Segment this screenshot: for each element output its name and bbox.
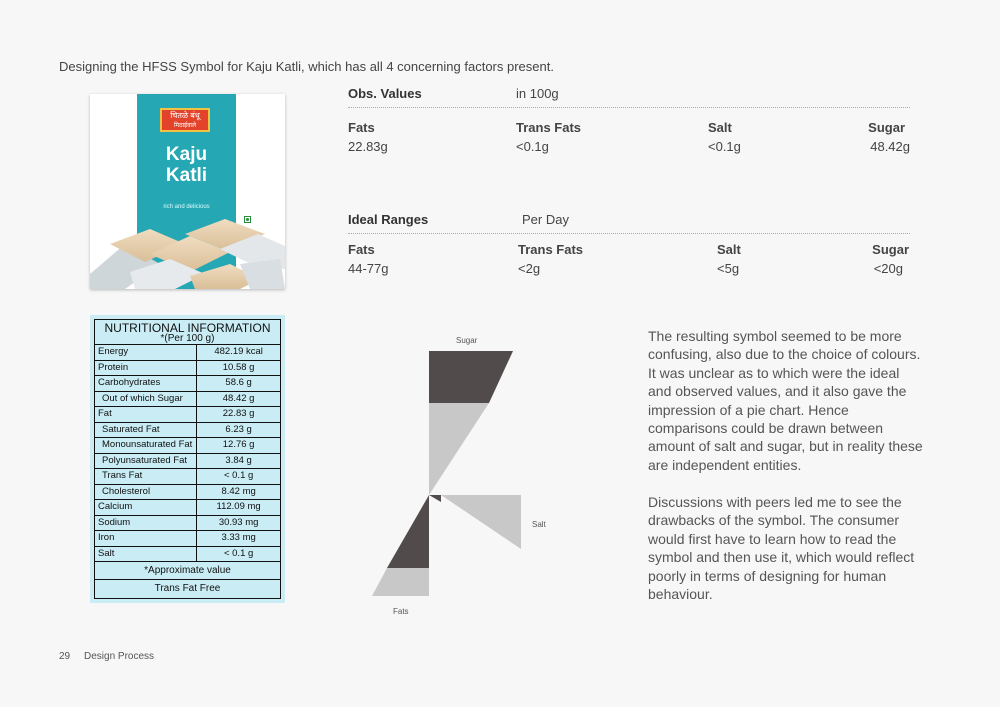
- nutrition-row: [95, 376, 280, 392]
- observed-label-fats: Fats: [348, 120, 375, 135]
- nutrition-row: [95, 515, 280, 531]
- nutrient-value: < 0.1 g: [197, 546, 280, 562]
- symbol-label-salt: Salt: [532, 520, 546, 529]
- product-name-line-2: Katli: [165, 165, 208, 186]
- nutrient-value: 482.19 kcal: [197, 345, 280, 360]
- nutrient-value: 48.42 g: [197, 391, 280, 407]
- hfss-symbol: [360, 330, 550, 625]
- observed-note: in 100g: [516, 86, 559, 101]
- salt-observed-segment: [441, 495, 521, 549]
- nutrition-row: [95, 469, 280, 485]
- nutrient-name: Polyunsaturated Fat: [95, 453, 197, 469]
- nutrient-value: 112.09 mg: [197, 500, 280, 516]
- nutrition-row: [95, 438, 280, 454]
- observed-value-sugar: 48.42g: [870, 139, 910, 154]
- nutrition-title: NUTRITIONAL INFORMATION: [104, 321, 271, 335]
- kaju-katli-pieces: [90, 94, 285, 289]
- brand-line-2: मिठाईवाले: [173, 123, 197, 129]
- section-name: Design Process: [84, 651, 155, 662]
- divider: [348, 233, 910, 234]
- paragraph-2: Discussions with peers led me to see the drawbacks of the symbol. The consumer would first have to learn how to read the symbol and then use it, which would reflect poorly in terms of designing for human behaviour.: [648, 494, 915, 603]
- symbol-label-fats: Fats: [393, 607, 409, 616]
- product-tagline: rich and delicious: [163, 204, 210, 210]
- ideal-value-trans-fats: <2g: [518, 261, 541, 276]
- nutrition-subtitle: *(Per 100 g): [95, 334, 280, 345]
- nutrient-name: Energy: [95, 345, 197, 360]
- ideal-note: Per Day: [522, 212, 569, 227]
- nutrient-value: 58.6 g: [197, 376, 280, 392]
- nutrient-value: 30.93 mg: [197, 515, 280, 531]
- ideal-value-salt: <5g: [717, 261, 740, 276]
- nutrient-value: < 0.1 g: [197, 469, 280, 485]
- sugar-observed-segment: [429, 351, 513, 403]
- divider: [348, 107, 910, 108]
- nutrient-name: Cholesterol: [95, 484, 197, 500]
- observed-value-trans-fats: <0.1g: [516, 139, 549, 154]
- nutrition-label: [90, 315, 285, 603]
- nutrition-row: [95, 484, 280, 500]
- nutrient-value: 3.84 g: [197, 453, 280, 469]
- observed-label-trans-fats: Trans Fats: [516, 120, 582, 135]
- nutrition-row: [95, 500, 280, 516]
- nutrient-name: Monounsaturated Fat: [95, 438, 197, 454]
- nutrient-name: Out of which Sugar: [95, 391, 197, 407]
- nutrition-footer: Trans Fat Free: [154, 583, 221, 594]
- nutrient-value: 12.76 g: [197, 438, 280, 454]
- sugar-ideal-segment: [429, 403, 489, 495]
- product-name-line-1: Kaju: [165, 144, 208, 165]
- ideal-label-salt: Salt: [717, 242, 741, 257]
- nutrient-name: Sodium: [95, 515, 197, 531]
- nutrient-name: Saturated Fat: [95, 422, 197, 438]
- nutrient-value: 6.23 g: [197, 422, 280, 438]
- ideal-value-fats: 44-77g: [348, 261, 389, 276]
- nutrient-value: 22.83 g: [197, 407, 280, 423]
- paragraph-1: The resulting symbol seemed to be more confusing, also due to the choice of colours. It was unclear as to which were the ideal and observed values, and it also gave the impression of a pie chart. Hence comparisons could be drawn between amount of salt and sugar, but in reality these are independent entities.: [648, 328, 923, 473]
- salt-ideal-segment: [429, 495, 441, 502]
- observed-value-fats: 22.83g: [348, 139, 388, 154]
- nutrient-name: Trans Fat: [95, 469, 197, 485]
- ideal-label-fats: Fats: [348, 242, 375, 257]
- nutrient-name: Salt: [95, 546, 197, 562]
- page-number: 29: [59, 651, 71, 662]
- nutrient-name: Protein: [95, 360, 197, 376]
- ideal-heading: Ideal Ranges: [348, 212, 429, 227]
- fats-observed-segment: [387, 495, 429, 568]
- observed-label-salt: Salt: [708, 120, 732, 135]
- observed-value-salt: <0.1g: [708, 139, 741, 154]
- nutrition-table: [95, 345, 280, 562]
- nutrition-row: [95, 546, 280, 562]
- ideal-value-sugar: <20g: [873, 261, 903, 276]
- nutrient-name: Iron: [95, 531, 197, 547]
- nutrient-name: Calcium: [95, 500, 197, 516]
- nutrition-footnote: *Approximate value: [95, 562, 280, 580]
- nutrient-value: 8.42 mg: [197, 484, 280, 500]
- fats-ideal-segment: [372, 568, 429, 596]
- ideal-label-sugar: Sugar: [872, 242, 909, 257]
- nutrition-row: [95, 407, 280, 423]
- page-caption: Designing the HFSS Symbol for Kaju Katli, which has all 4 concerning factors present.: [59, 59, 554, 74]
- nutrition-row: [95, 345, 280, 360]
- nutrition-row: [95, 360, 280, 376]
- nutrient-value: 3.33 mg: [197, 531, 280, 547]
- product-image: [90, 94, 285, 289]
- nutrient-value: 10.58 g: [197, 360, 280, 376]
- brand-line-1: चितळे बंधू: [170, 111, 200, 120]
- nutrition-row: [95, 453, 280, 469]
- nutrition-row: [95, 391, 280, 407]
- observed-label-sugar: Sugar: [868, 120, 905, 135]
- observed-heading: Obs. Values: [348, 86, 422, 101]
- symbol-label-sugar: Sugar: [456, 336, 478, 345]
- nutrient-name: Fat: [95, 407, 197, 423]
- ideal-label-trans-fats: Trans Fats: [518, 242, 584, 257]
- nutrition-row: [95, 422, 280, 438]
- nutrient-name: Carbohydrates: [95, 376, 197, 392]
- nutrition-row: [95, 531, 280, 547]
